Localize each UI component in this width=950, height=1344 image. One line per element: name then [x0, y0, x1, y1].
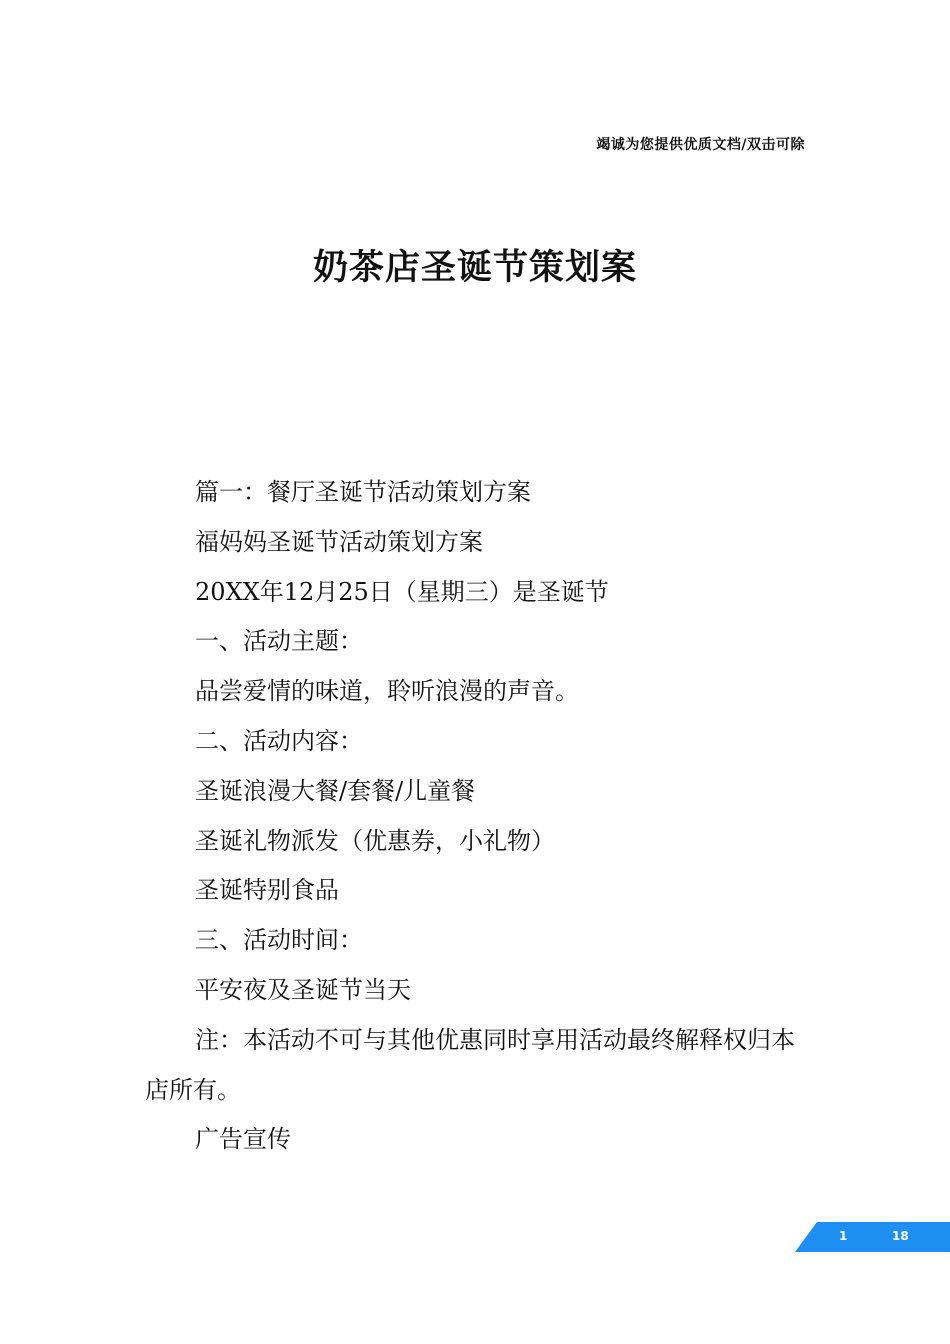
page-number: 1	[839, 1229, 848, 1243]
paragraph: 广告宣传	[195, 1125, 291, 1154]
badge-background	[795, 1222, 950, 1252]
paragraph: 圣诞礼物派发（优惠券，小礼物）	[195, 826, 555, 855]
document-body	[145, 468, 810, 1165]
paragraph: 福妈妈圣诞节活动策划方案	[195, 527, 483, 556]
paragraph: 二、活动内容：	[195, 726, 363, 755]
paragraph: 20XX年12月25日（星期三）是圣诞节	[195, 577, 609, 606]
paragraph: 圣诞浪漫大餐/套餐/儿童餐	[195, 776, 476, 805]
paragraph: 圣诞特别食品	[195, 876, 339, 905]
total-pages: 18	[892, 1229, 909, 1243]
paragraph: 品尝爱情的味道，聆听浪漫的声音。	[195, 677, 579, 706]
paragraph: 篇一：餐厅圣诞节活动策划方案	[195, 478, 531, 506]
paragraph: 注：本活动不可与其他优惠同时享用活动最终解释权归本店所有。	[145, 1025, 795, 1104]
page-number-badge	[795, 1222, 950, 1252]
paragraph: 平安夜及圣诞节当天	[195, 975, 411, 1004]
header-note: 竭诚为您提供优质文档/双击可除	[596, 137, 805, 153]
paragraph: 一、活动主题：	[195, 627, 363, 656]
document-title: 奶茶店圣诞节策划案	[312, 248, 637, 288]
paragraph: 三、活动时间：	[195, 926, 363, 955]
